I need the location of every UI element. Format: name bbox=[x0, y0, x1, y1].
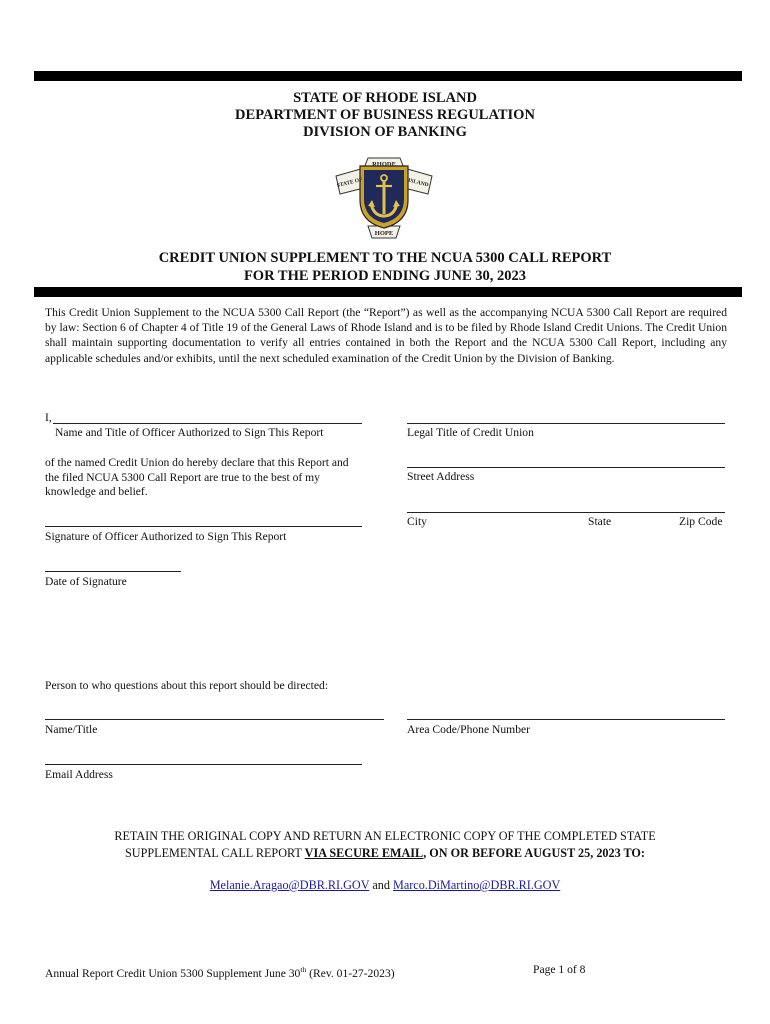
contact-emails bbox=[0, 877, 770, 893]
retain-line-1: RETAIN THE ORIGINAL COPY AND RETURN AN ELECTRONIC COPY OF THE COMPLETED STATE bbox=[114, 829, 656, 843]
email-field[interactable] bbox=[45, 764, 362, 765]
report-title: CREDIT UNION SUPPLEMENT TO THE NCUA 5300 CALL REPORT bbox=[158, 250, 612, 266]
state-name: STATE OF RHODE ISLAND bbox=[293, 90, 477, 106]
email-label: Email Address bbox=[45, 768, 113, 781]
name-title-label: Name/Title bbox=[45, 723, 98, 736]
email-link-melanie[interactable]: Melanie.Aragao@DBR.RI.GOV bbox=[209, 878, 370, 892]
secure-email-emphasis: VIA SECURE EMAIL bbox=[304, 846, 424, 860]
division-name: DIVISION OF BANKING bbox=[303, 124, 467, 140]
city-state-zip-field[interactable] bbox=[407, 512, 725, 513]
email-link-marco[interactable]: Marco.DiMartino@DBR.RI.GOV bbox=[393, 878, 561, 892]
footer-document-info bbox=[45, 963, 395, 981]
state-label: State bbox=[588, 515, 612, 528]
phone-field[interactable] bbox=[407, 719, 725, 720]
retain-line-2 bbox=[0, 845, 770, 862]
retain-deadline: , ON OR BEFORE AUGUST 25, 2023 TO: bbox=[423, 846, 645, 860]
seal-top-text: RHODE bbox=[372, 161, 396, 168]
date-label: Date of Signature bbox=[45, 575, 127, 588]
legal-title-field[interactable] bbox=[407, 423, 725, 424]
street-address-field[interactable] bbox=[407, 467, 725, 468]
department-name: DEPARTMENT OF BUSINESS REGULATION bbox=[235, 107, 535, 123]
seal-bottom-text: HOPE bbox=[374, 230, 394, 237]
retain-line-2-prefix: SUPPLEMENTAL CALL REPORT bbox=[125, 846, 305, 860]
date-field[interactable] bbox=[45, 571, 181, 572]
footer-prefix: Annual Report Credit Union 5300 Supplement June 30 bbox=[45, 966, 301, 980]
state-seal bbox=[334, 154, 434, 244]
title-rule bbox=[34, 287, 742, 297]
street-address-label: Street Address bbox=[407, 470, 475, 483]
zip-label: Zip Code bbox=[679, 515, 723, 528]
officer-name-label: Name and Title of Officer Authorized to Sign This Report bbox=[55, 426, 324, 439]
email-joiner: and bbox=[369, 878, 393, 892]
phone-label: Area Code/Phone Number bbox=[407, 723, 530, 736]
footer-sup: th bbox=[300, 965, 307, 974]
footer-page-number: Page 1 of 8 bbox=[533, 963, 586, 976]
seal-right-text: ISLAND bbox=[407, 177, 430, 189]
declaration-text: of the named Credit Union do hereby declare that this Report and the filed NCUA 5300 Call Report are true to the best of my knowledge and belief. bbox=[45, 456, 349, 499]
report-period: FOR THE PERIOD ENDING JUNE 30, 2023 bbox=[243, 268, 527, 284]
signature-label: Signature of Officer Authorized to Sign This Report bbox=[45, 530, 287, 543]
legal-title-label: Legal Title of Credit Union bbox=[407, 426, 534, 439]
i-prefix: I, bbox=[45, 411, 52, 424]
signature-field[interactable] bbox=[45, 526, 362, 527]
officer-name-field[interactable] bbox=[53, 423, 362, 424]
footer-suffix: (Rev. 01-27-2023) bbox=[306, 966, 395, 980]
questions-text: Person to who questions about this report should be directed: bbox=[45, 679, 329, 692]
seal-left-text: STATE OF bbox=[336, 176, 364, 190]
top-rule bbox=[34, 71, 742, 81]
name-title-field[interactable] bbox=[45, 719, 384, 720]
city-label: City bbox=[407, 515, 427, 528]
intro-paragraph: This Credit Union Supplement to the NCUA 5300 Call Report (the “Report”) as well as the accompanying NCUA 5300 Call Report are required by law: Section 6 of Chapter 4 of Title 19 of the General Laws of Rhode Island and is to be filed by Rhode Island Credit Unions. The Credit Union shall maintain supporting documentation to verify all entries contained in both the Report and the NCUA 5300 Call Report, including any applicable schedules and/or exhibits, until the next scheduled examination of the Credit Union by the Division of Banking. bbox=[45, 306, 727, 365]
